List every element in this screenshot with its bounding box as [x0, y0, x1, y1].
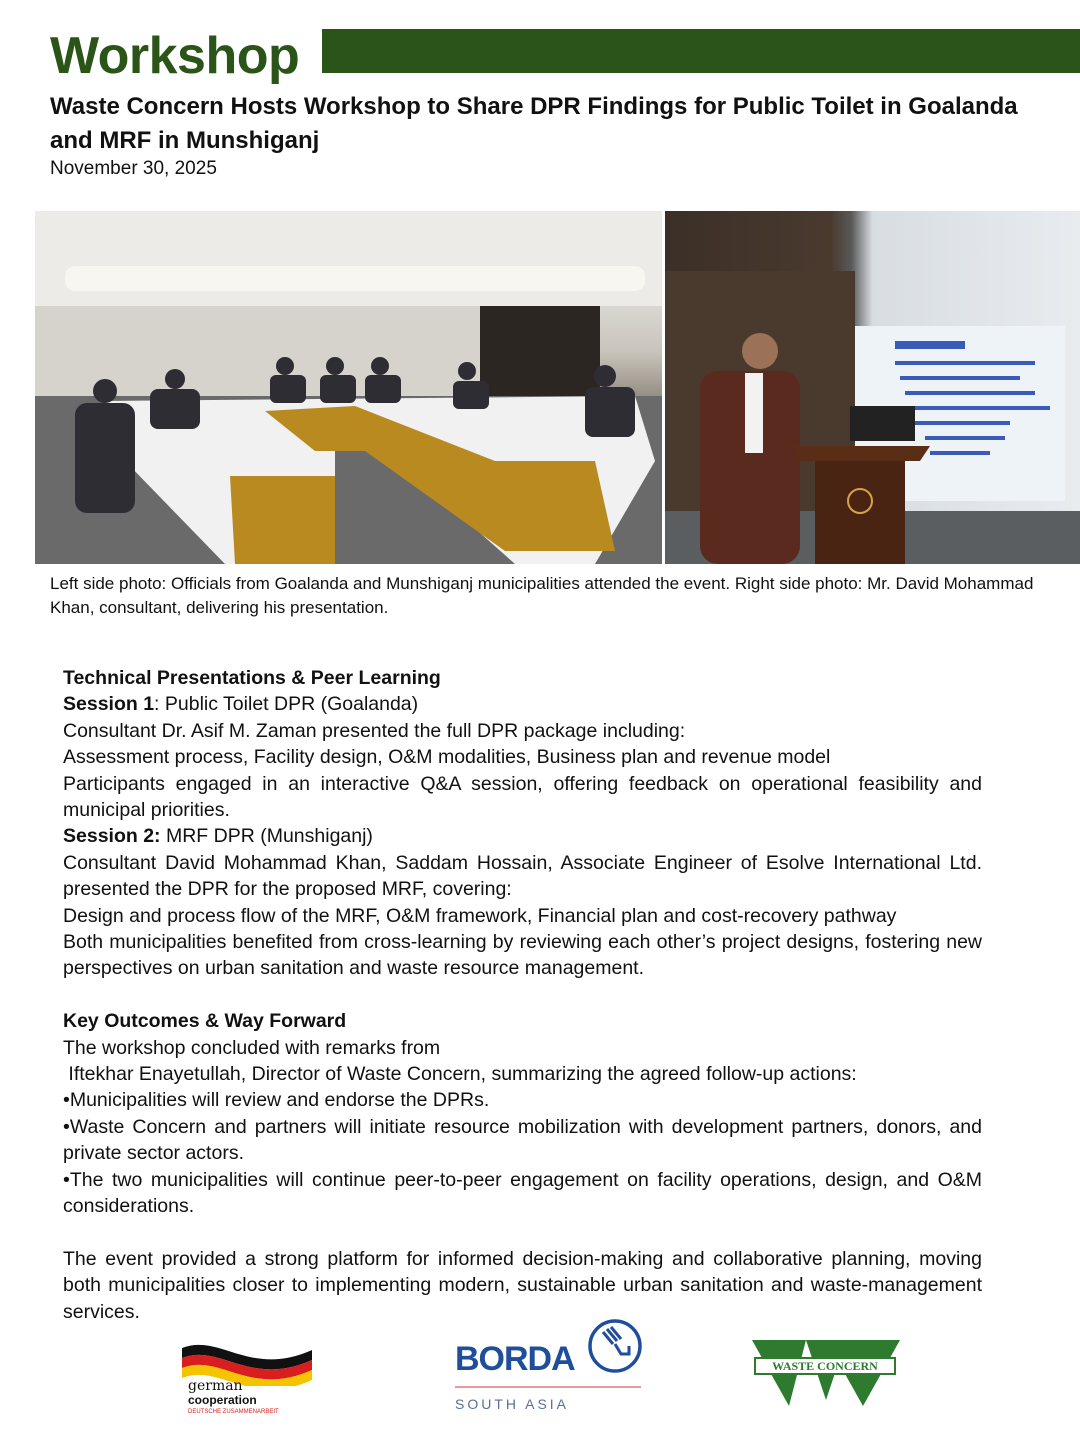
paragraph: Consultant Dr. Asif M. Zaman presented the full DPR package including: — [63, 719, 686, 742]
title-bar — [322, 29, 1080, 73]
german-cooperation-logo — [180, 1338, 320, 1418]
paragraph: Assessment process, Facility design, O&M modalities, Business plan and revenue model — [63, 746, 831, 769]
paragraph: Consultant David Mohammad Khan, Saddam Hossain, Associate Engineer of Esolve International Ltd. presented the DPR for the proposed MRF, covering: — [63, 851, 982, 901]
closing-paragraph: The event provided a strong platform for informed decision-making and collaborative planning, moving both municipalities closer to implementing modern, sustainable urban sanitation and waste-management services. — [63, 1247, 982, 1323]
bullet-item: •Municipalities will review and endorse the DPRs. — [63, 1089, 490, 1112]
paragraph: Iftekhar Enayetullah, Director of Waste Concern, summarizing the agreed follow-up actions: — [63, 1063, 857, 1086]
logo-text: WASTE CONCERN — [754, 1357, 896, 1375]
page-title: Workshop — [50, 27, 300, 85]
waste-concern-logo — [752, 1340, 900, 1406]
meeting-room-illustration — [35, 211, 662, 564]
logo-text: DEUTSCHE ZUSAMMENARBEIT — [188, 1409, 279, 1415]
logo-text: german — [188, 1378, 243, 1394]
session-2-label: Session 2: — [63, 825, 161, 848]
session-2-title: MRF DPR (Munshiganj) — [160, 825, 373, 848]
photo-meeting-room — [35, 211, 662, 564]
section-heading: Key Outcomes & Way Forward — [63, 1010, 347, 1033]
paragraph: The workshop concluded with remarks from — [63, 1036, 441, 1059]
bullet-item: •The two municipalities will continue peer-to-peer engagement on facility operations, design, and O&M considerations. — [63, 1168, 982, 1218]
session-1-title: : Public Toilet DPR (Goalanda) — [154, 693, 419, 716]
article-body — [63, 665, 982, 1325]
headline: Waste Concern Hosts Workshop to Share DPR Findings for Public Toilet in Goalanda and MRF in Munshiganj — [50, 93, 1018, 154]
logo-text: cooperation — [188, 1393, 257, 1407]
section-heading: Technical Presentations & Peer Learning — [63, 667, 441, 689]
presenter-illustration — [665, 211, 1080, 564]
paragraph: Design and process flow of the MRF, O&M framework, Financial plan and cost-recovery pathway — [63, 904, 897, 927]
session-1-label: Session 1 — [63, 693, 155, 716]
photo-caption: Left side photo: Officials from Goalanda and Munshiganj municipalities attended the event. Right side photo: Mr. David Mohammad Khan, consultant, delivering his presentation. — [50, 574, 1034, 617]
logo-text: BORDA — [455, 1340, 575, 1378]
photo-presenter — [665, 211, 1080, 564]
paragraph: Participants engaged in an interactive Q&A session, offering feedback on operational feasibility and municipal priorities. — [63, 772, 982, 822]
logo-text: SOUTH ASIA — [455, 1396, 570, 1412]
paragraph: Both municipalities benefited from cross-learning by reviewing each other’s project designs, fostering new perspectives on urban sanitation and waste resource management. — [63, 931, 982, 980]
borda-logo — [455, 1316, 645, 1416]
bullet-item: •Waste Concern and partners will initiate resource mobilization with development partners, donors, and private sector actors. — [63, 1115, 982, 1165]
date: November 30, 2025 — [50, 158, 217, 179]
